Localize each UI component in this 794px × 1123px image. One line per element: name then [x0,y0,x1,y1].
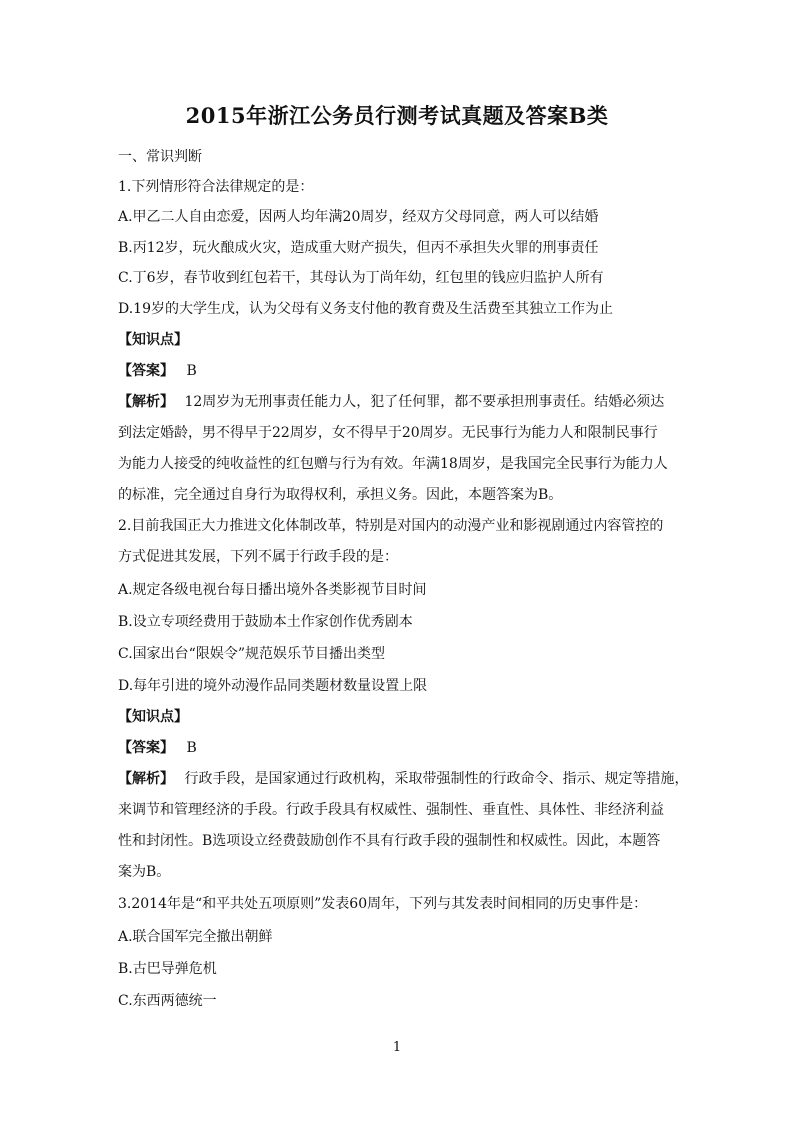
question-3-option-a: A.联合国军完全撤出朝鲜 [118,929,273,945]
section-heading: 一、常识判断 [118,149,202,165]
question-1-analysis [118,392,698,412]
analysis-label: 【解析】 [118,394,174,410]
question-3-option-c: C.东西两德统一 [118,993,217,1009]
answer-label: 【答案】 [118,363,174,379]
question-1-option-b: B.丙12岁，玩火酿成火灾，造成重大财产损失，但丙不承担失火罪的刑事责任 [118,240,599,256]
question-2-option-d: D.每年引进的境外动漫作品同类题材数量设置上限 [118,678,428,694]
analysis-line: 行政手段，是国家通过行政机构，采取带强制性的行政命令、指示、规定等措施， [184,771,689,787]
question-2-stem: 2.目前我国正大力推进文化体制改革，特别是对国内的动漫产业和影视剧通过内容管控的 [118,518,664,534]
question-2-answer [118,738,698,758]
question-1-option-a: A.甲乙二人自由恋爱，因两人均年满20周岁，经双方父母同意，两人可以结婚 [118,209,599,225]
analysis-label: 【解析】 [118,771,174,787]
question-1-option-c: C.丁6岁，春节收到红包若干，其母认为丁尚年幼，红包里的钱应归监护人所有 [118,270,604,286]
answer-value: B [186,740,197,756]
question-2-option-c: C.国家出台“限娱令”规范娱乐节目播出类型 [118,646,385,662]
analysis-line: 性和封闭性。B选项设立经费鼓励创作不具有行政手段的强制性和权威性。因此，本题答 [118,833,661,849]
question-2-knowledge-label: 【知识点】 [118,709,188,725]
answer-value: B [186,363,197,379]
analysis-line: 12周岁为无刑事责任能力人，犯了任何罪，都不要承担刑事责任。结婚必须达 [184,394,665,410]
question-1-knowledge-label: 【知识点】 [118,332,188,348]
analysis-line: 为能力人接受的纯收益性的红包赠与行为有效。年满18周岁，是我国完全民事行为能力人 [118,456,668,472]
analysis-line: 来调节和管理经济的手段。行政手段具有权威性、强制性、垂直性、具体性、非经济利益 [118,802,664,818]
analysis-line: 的标准，完全通过自身行为取得权利，承担义务。因此，本题答案为B。 [118,487,563,503]
analysis-line: 到法定婚龄，男不得早于22周岁，女不得早于20周岁。无民事行为能力人和限制民事行 [118,425,658,441]
question-2-stem-cont: 方式促进其发展，下列不属于行政手段的是： [118,549,398,565]
question-3-option-b: B.古巴导弹危机 [118,961,217,977]
question-2-analysis [118,769,698,789]
question-1-option-d: D.19岁的大学生戊，认为父母有义务支付他的教育费及生活费至其独立工作为止 [118,301,613,317]
answer-label: 【答案】 [118,740,174,756]
question-2-option-b: B.设立专项经费用于鼓励本土作家创作优秀剧本 [118,614,413,630]
analysis-line: 案为B。 [118,864,171,880]
question-2-option-a: A.规定各级电视台每日播出境外各类影视节目时间 [118,582,427,598]
page-number: 1 [392,1040,402,1055]
question-1-stem: 1.下列情形符合法律规定的是： [118,179,314,195]
document-title: 2015年浙江公务员行测考试真题及答案B类 [185,103,609,128]
question-1-answer [118,361,698,381]
question-3-stem: 3.2014年是“和平共处五项原则”发表60周年，下列与其发表时间相同的历史事件是： [118,896,648,912]
